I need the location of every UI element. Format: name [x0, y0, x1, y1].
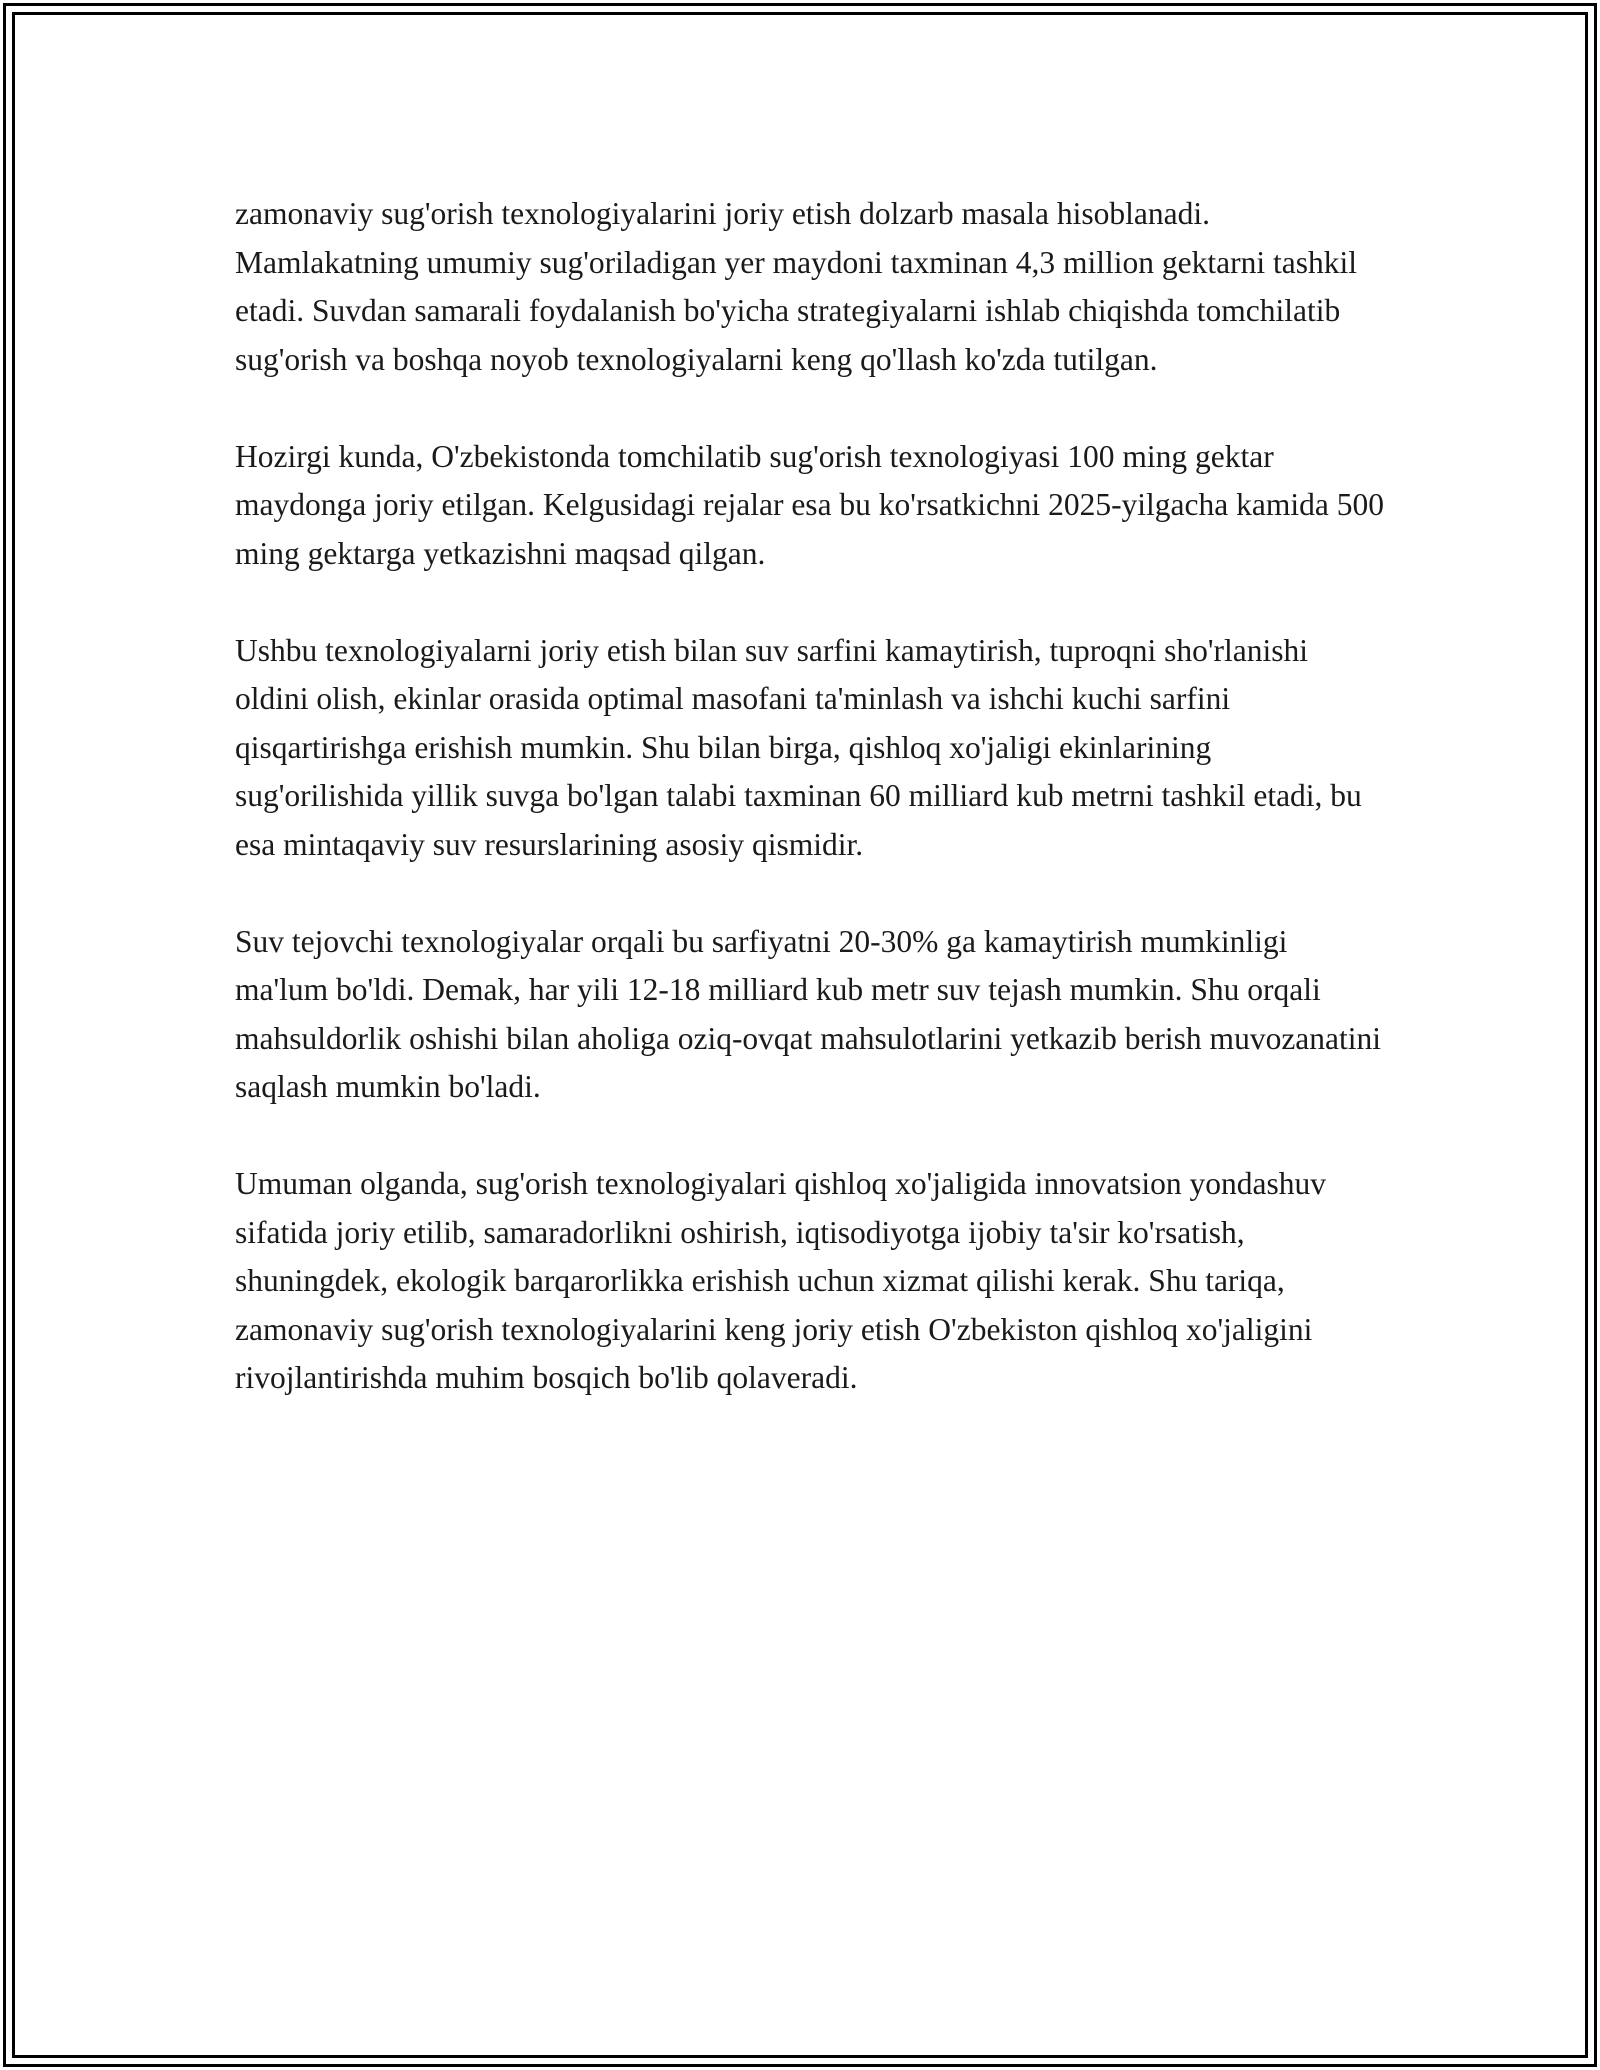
paragraph-3: Ushbu texnologiyalarni joriy etish bilan suv sarfini kamaytirish, tuproqni sho'rlanishi oldini olish, ekinlar orasida optimal masofani ta'minlash va ishchi kuchi sarfini qisqartirishga erishish mumkin. Shu bilan birga, qishloq xo'jaligi ekinlarining sug'orilishida yillik suvga bo'lgan talabi taxminan 60 milliard kub metrni tashkil etadi, bu esa mintaqaviy suv resurslarining asosiy qismidir.	[235, 632, 1362, 862]
document-body	[235, 190, 1385, 1403]
paragraph-1: zamonaviy sug'orish texnologiyalarini joriy etish dolzarb masala hisoblanadi. Mamlakatning umumiy sug'oriladigan yer maydoni taxminan 4,3 million gektarni tashkil etadi. Suvdan samarali foydalanish bo'yicha strategiyalarni ishlab chiqishda tomchilatib sug'orish va boshqa noyob texnologiyalarni keng qo'llash ko'zda tutilgan.	[235, 196, 1357, 377]
paragraph-5: Umuman olganda, sug'orish texnologiyalari qishloq xo'jaligida innovatsion yondashuv sifatida joriy etilib, samaradorlikni oshirish, iqtisodiyotga ijobiy ta'sir ko'rsatish, shuningdek, ekologik barqarorlikka erishish uchun xizmat qilishi kerak. Shu tariqa, zamonaviy sug'orish texnologiyalarini keng joriy etish O'zbekiston qishloq xo'jaligini rivojlantirishda muhim bosqich bo'lib qolaveradi.	[235, 1166, 1326, 1395]
paragraph-4: Suv tejovchi texnologiyalar orqali bu sarfiyatni 20-30% ga kamaytirish mumkinligi ma'lum bo'ldi. Demak, har yili 12-18 milliard kub metr suv tejash mumkin. Shu orqali mahsuldorlik oshishi bilan aholiga oziq-ovqat mahsulotlarini yetkazib berish muvozanatini saqlash mumkin bo'ladi.	[235, 923, 1382, 1104]
paragraph-2: Hozirgi kunda, O'zbekistonda tomchilatib sug'orish texnologiyasi 100 ming gektar maydonga joriy etilgan. Kelgusidagi rejalar esa bu ko'rsatkichni 2025-yilgacha kamida 500 ming gektarga yetkazishni maqsad qilgan.	[235, 438, 1384, 571]
